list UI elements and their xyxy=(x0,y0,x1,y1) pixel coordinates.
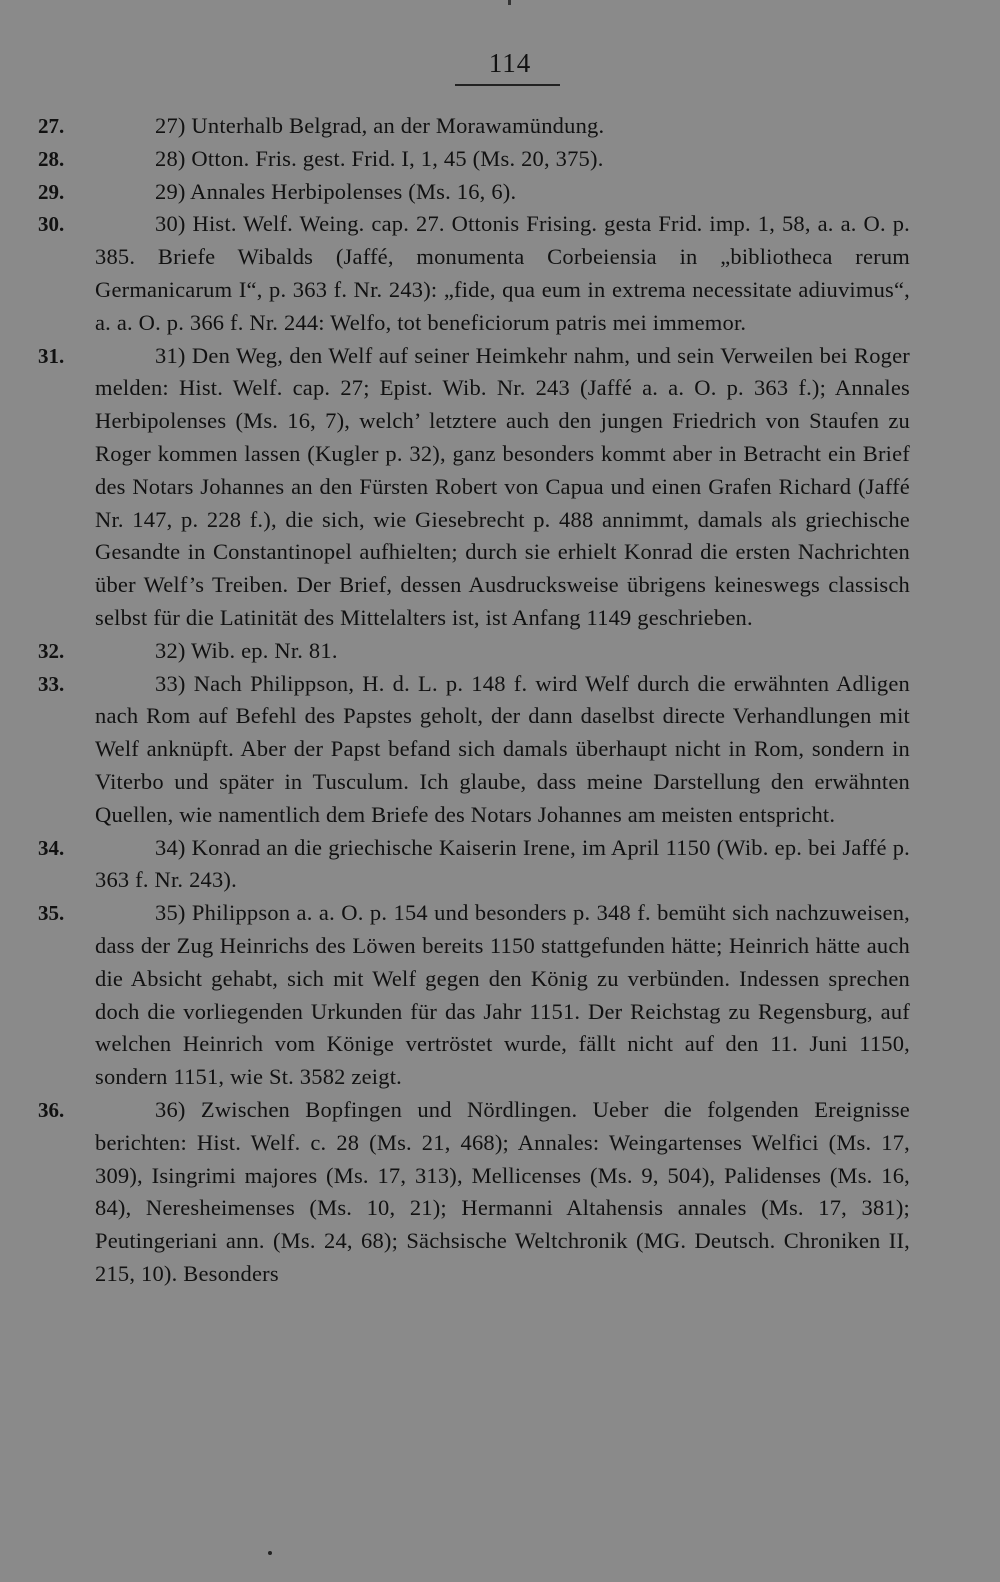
page-number: 114 xyxy=(488,48,532,78)
footnote-text: 35) Philippson a. a. O. p. 154 und besonders p. 348 f. bemüht sich nachzuweisen, dass der Zug Heinrichs des Löwen bereits 1150 stattgefunden hätte; Heinrich hätte auch die Absicht gehabt, sich mit Welf gegen den König zu verbünden. Indessen sprechen doch die vorliegenden Urkunden für das Jahr 1151. Der Reichstag zu Regensburg, auf welchen Heinrich vom Könige vertröstet wurde, fällt nicht auf den 11. Juni 1150, sondern 1151, wie St. 3582 zeigt. xyxy=(95,900,910,1090)
margin-number: 33. xyxy=(38,671,65,696)
margin-number: 27. xyxy=(38,114,65,138)
footnote-text: 33) Nach Philippson, H. d. L. p. 148 f. wird Welf durch die erwähnten Adligen nach Rom auf Befehl des Papstes geholt, der dann daselbst directe Verhandlungen mit Welf anknüpft. Aber der Papst befand sich damals überhaupt nicht in Rom, sondern in Viterbo und später in Tusculum. Ich glaube, dass meine Darstellung den erwähnten Quellen, wie namentlich dem Briefe des Notars Johannes am meisten entspricht. xyxy=(95,670,910,827)
footnote-text: 34) Konrad an die griechische Kaiserin Irene, im April 1150 (Wib. ep. bei Jaffé p. 363 f. Nr. 243). xyxy=(95,834,910,893)
footnote-text: 30) Hist. Welf. Weing. cap. 27. Ottonis Frising. gesta Frid. imp. 1, 58, a. a. O. p. 385. Briefe Wibalds (Jaffé, monumenta Corbeiensia in „bibliotheca rerum Germanicarum I“, p. 363 f. Nr. 243): „fide, qua eum in extrema necessitate adiuvimus“, a. a. O. p. 366 f. Nr. 244: Welfo, tot beneficiorum patris mei immemor. xyxy=(95,211,910,335)
footnote-text: 29) Annales Herbipolenses (Ms. 16, 6). xyxy=(155,178,517,204)
footnote-30 xyxy=(0,208,1000,339)
page-number-rule xyxy=(455,84,560,86)
footnote-text: 32) Wib. ep. Nr. 81. xyxy=(155,637,338,663)
footnote-32 xyxy=(0,635,1000,668)
footnote-29 xyxy=(0,176,1000,209)
footnote-34 xyxy=(0,832,1000,898)
footnote-text: 31) Den Weg, den Welf auf seiner Heimkehr nahm, und sein Verweilen bei Roger melden: Hist. Welf. cap. 27; Epist. Wib. Nr. 243 (Jaffé a. a. O. p. 363 f.); Annales Herbipolenses (Ms. 16, 7), welch’ letztere auch den jungen Friedrich von Staufen zu Roger kommen lassen (Kugler p. 32), ganz besonders kommt aber in Betracht ein Brief des Notars Johannes an den Fürsten Robert von Capua und einen Grafen Richard (Jaffé Nr. 147, p. 228 f.), die sich, wie Giesebrecht p. 488 annimmt, damals als griechische Gesandte in Constantinopel aufhielten; durch sie erhielt Konrad die ersten Nachrichten über Welf’s Treiben. Der Brief, dessen Ausdrucksweise übrigens keineswegs classisch selbst für die Latinität des Mittelalters ist, ist Anfang 1149 geschrieben. xyxy=(95,342,910,630)
margin-number: 30. xyxy=(38,212,65,237)
footnote-31 xyxy=(0,340,1000,635)
footnote-28 xyxy=(0,143,1000,176)
footnotes-list xyxy=(0,110,1000,1291)
margin-number: 32. xyxy=(38,638,65,663)
margin-number: 36. xyxy=(38,1097,65,1122)
footnote-27 xyxy=(0,110,1000,143)
scan-speck xyxy=(268,1551,272,1555)
margin-number: 34. xyxy=(38,835,65,860)
margin-number: 31. xyxy=(38,343,65,368)
footnote-text: 27) Unterhalb Belgrad, an der Morawamündung. xyxy=(155,113,605,138)
margin-number: 28. xyxy=(38,146,65,171)
margin-number: 29. xyxy=(38,179,65,204)
footnote-text: 36) Zwischen Bopfingen und Nördlingen. Ueber die folgenden Ereignisse berichten: Hist. Welf. c. 28 (Ms. 21, 468); Annales: Weingartenses Welfici (Ms. 17, 309), Isingrimi majores (Ms. 17, 313), Mellicenses (Ms. 9, 504), Palidenses (Ms. 16, 84), Neresheimenses (Ms. 10, 21); Hermanni Altahensis annales (Ms. 17, 381); Peutingeriani ann. (Ms. 24, 68); Sächsische Weltchronik (MG. Deutsch. Chroniken II, 215, 10). Besonders xyxy=(95,1096,910,1286)
margin-number: 35. xyxy=(38,901,65,926)
footnote-text: 28) Otton. Fris. gest. Frid. I, 1, 45 (Ms. 20, 375). xyxy=(155,145,604,171)
footnote-33 xyxy=(0,668,1000,832)
footnote-36 xyxy=(0,1094,1000,1291)
scan-mark xyxy=(508,0,511,5)
footnote-35 xyxy=(0,897,1000,1094)
